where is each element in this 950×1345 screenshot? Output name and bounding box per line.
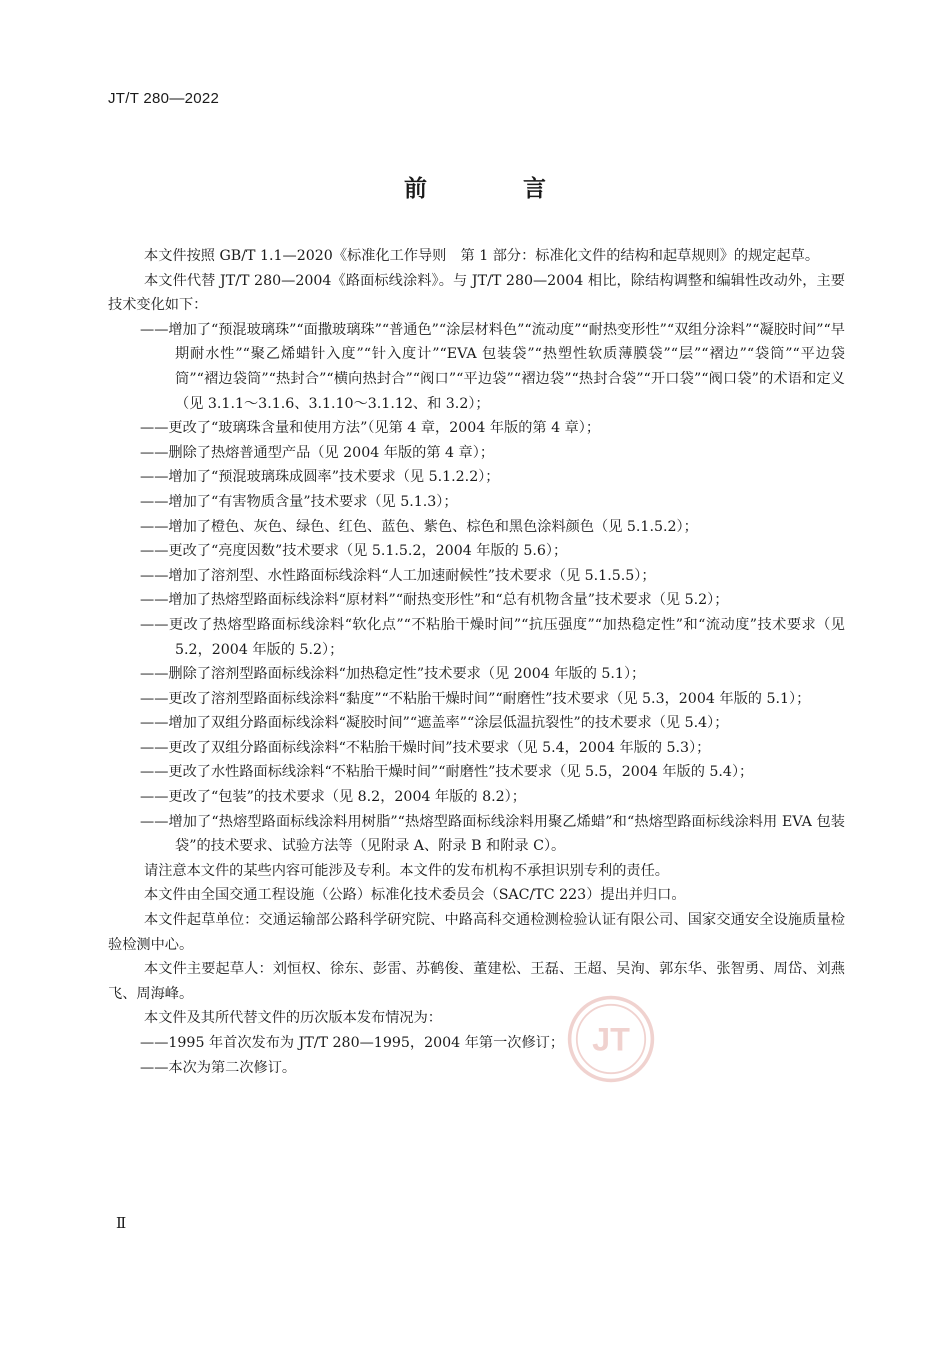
paragraph: 本文件代替 JT/T 280—2004《路面标线涂料》。与 JT/T 280—2004 相比，除结构调整和编辑性改动外，主要技术变化如下： — [108, 272, 845, 314]
change-list — [108, 318, 845, 859]
watermark-text: JT — [592, 1021, 630, 1058]
paragraph: 本文件及其所代替文件的历次版本发布情况为： — [144, 1010, 442, 1027]
paragraph: 本文件按照 GB/T 1.1—2020《标准化工作导则 第 1 部分：标准化文件的结构和起草规则》的规定起草。 — [144, 248, 820, 264]
list-item: ——更改了“包装”的技术要求（见 8.2，2004 年版的 8.2）； — [140, 789, 526, 806]
list-item: ——增加了橙色、灰色、绿色、红色、蓝色、紫色、棕色和黑色涂料颜色（见 5.1.5.2）； — [140, 518, 698, 535]
list-item: ——增加了热熔型路面标线涂料“原材料”“耐热变形性”和“总有机物含量”技术要求（见 5.2）； — [140, 592, 729, 609]
document-code: JT/T 280—2022 — [108, 90, 220, 107]
list-item: ——更改了水性路面标线涂料“不粘胎干燥时间”“耐磨性”技术要求（见 5.5，2004 年版的 5.4）； — [140, 764, 754, 781]
list-item: ——更改了热熔型路面标线涂料“软化点”“不粘胎干燥时间”“抗压强度”“加热稳定性”和“流动度”技术要求（见 5.2，2004 年版的 5.2）； — [140, 616, 845, 658]
list-item: ——更改了“亮度因数”技术要求（见 5.1.5.2，2004 年版的 5.6）； — [140, 543, 568, 560]
list-item: ——更改了双组分路面标线涂料“不粘胎干燥时间”技术要求（见 5.4，2004 年版的 5.3）； — [140, 739, 711, 756]
list-item: ——增加了溶剂型、水性路面标线涂料“人工加速耐候性”技术要求（见 5.1.5.5）； — [140, 567, 656, 584]
jt-watermark-logo — [566, 994, 656, 1084]
list-item: ——增加了“有害物质含量”技术要求（见 5.1.3）； — [140, 493, 458, 510]
list-item: ——删除了热熔普通型产品（见 2004 年版的第 4 章）； — [140, 444, 495, 461]
list-item: ——增加了“预混玻璃珠成圆率”技术要求（见 5.1.2.2）； — [140, 469, 500, 486]
list-item: ——增加了“预混玻璃珠”“面撒玻璃珠”“普通色”“涂层材料色”“流动度”“耐热变形性”“双组分涂料”“凝胶时间”“早期耐水性”“聚乙烯蜡针入度”“针入度计”“EVA 包装袋”“热塑性软质薄膜袋”“层”“褶边”“袋筒”“平边袋筒”“褶边袋筒”“热封合”“横向热封合”“阀口”“平边袋”“褶边袋”“热封合袋”“开口袋”“阀口袋”的术语和定义（见 3.1.1～3.1.6、3.1.10～3.1.12、和 3.2）； — [140, 321, 845, 412]
foreword-content — [108, 244, 845, 1080]
list-item: ——删除了溶剂型路面标线涂料“加热稳定性”技术要求（见 2004 年版的 5.1）； — [140, 666, 646, 683]
version-history-list — [108, 1031, 845, 1080]
list-item: ——增加了双组分路面标线涂料“凝胶时间”“遮盖率”“涂层低温抗裂性”的技术要求（见 5.4）； — [140, 715, 729, 732]
list-item: ——1995 年首次发布为 JT/T 280—1995，2004 年第一次修订； — [140, 1035, 565, 1051]
paragraph: 本文件起草单位：交通运输部公路科学研究院、中路高科交通检测检验认证有限公司、国家交通安全设施质量检验检测中心。 — [108, 912, 845, 953]
list-item: ——更改了溶剂型路面标线涂料“黏度”“不粘胎干燥时间”“耐磨性”技术要求（见 5.3，2004 年版的 5.1）； — [140, 690, 811, 707]
list-item: ——更改了“玻璃珠含量和使用方法”（见第 4 章，2004 年版的第 4 章）； — [140, 420, 601, 437]
list-item: ——增加了“热熔型路面标线涂料用树脂”“热熔型路面标线涂料用聚乙烯蜡”和“热熔型路面标线涂料用 EVA 包装袋”的技术要求、试验方法等（见附录 A、附录 B 和附录 C）。 — [140, 813, 845, 855]
paragraph: 本文件由全国交通工程设施（公路）标准化技术委员会（SAC/TC 223）提出并归口。 — [144, 887, 686, 904]
page-number: Ⅱ — [116, 1214, 127, 1232]
paragraph: 请注意本文件的某些内容可能涉及专利。本文件的发布机构不承担识别专利的责任。 — [144, 862, 669, 879]
paragraph: 本文件主要起草人：刘恒权、徐东、彭雷、苏鹤俊、董建松、王磊、王超、吴洵、郭东华、张智勇、周岱、刘燕飞、周海峰。 — [108, 961, 845, 1002]
list-item: ——本次为第二次修订。 — [140, 1059, 297, 1076]
page-title: 前 言 — [403, 176, 590, 202]
